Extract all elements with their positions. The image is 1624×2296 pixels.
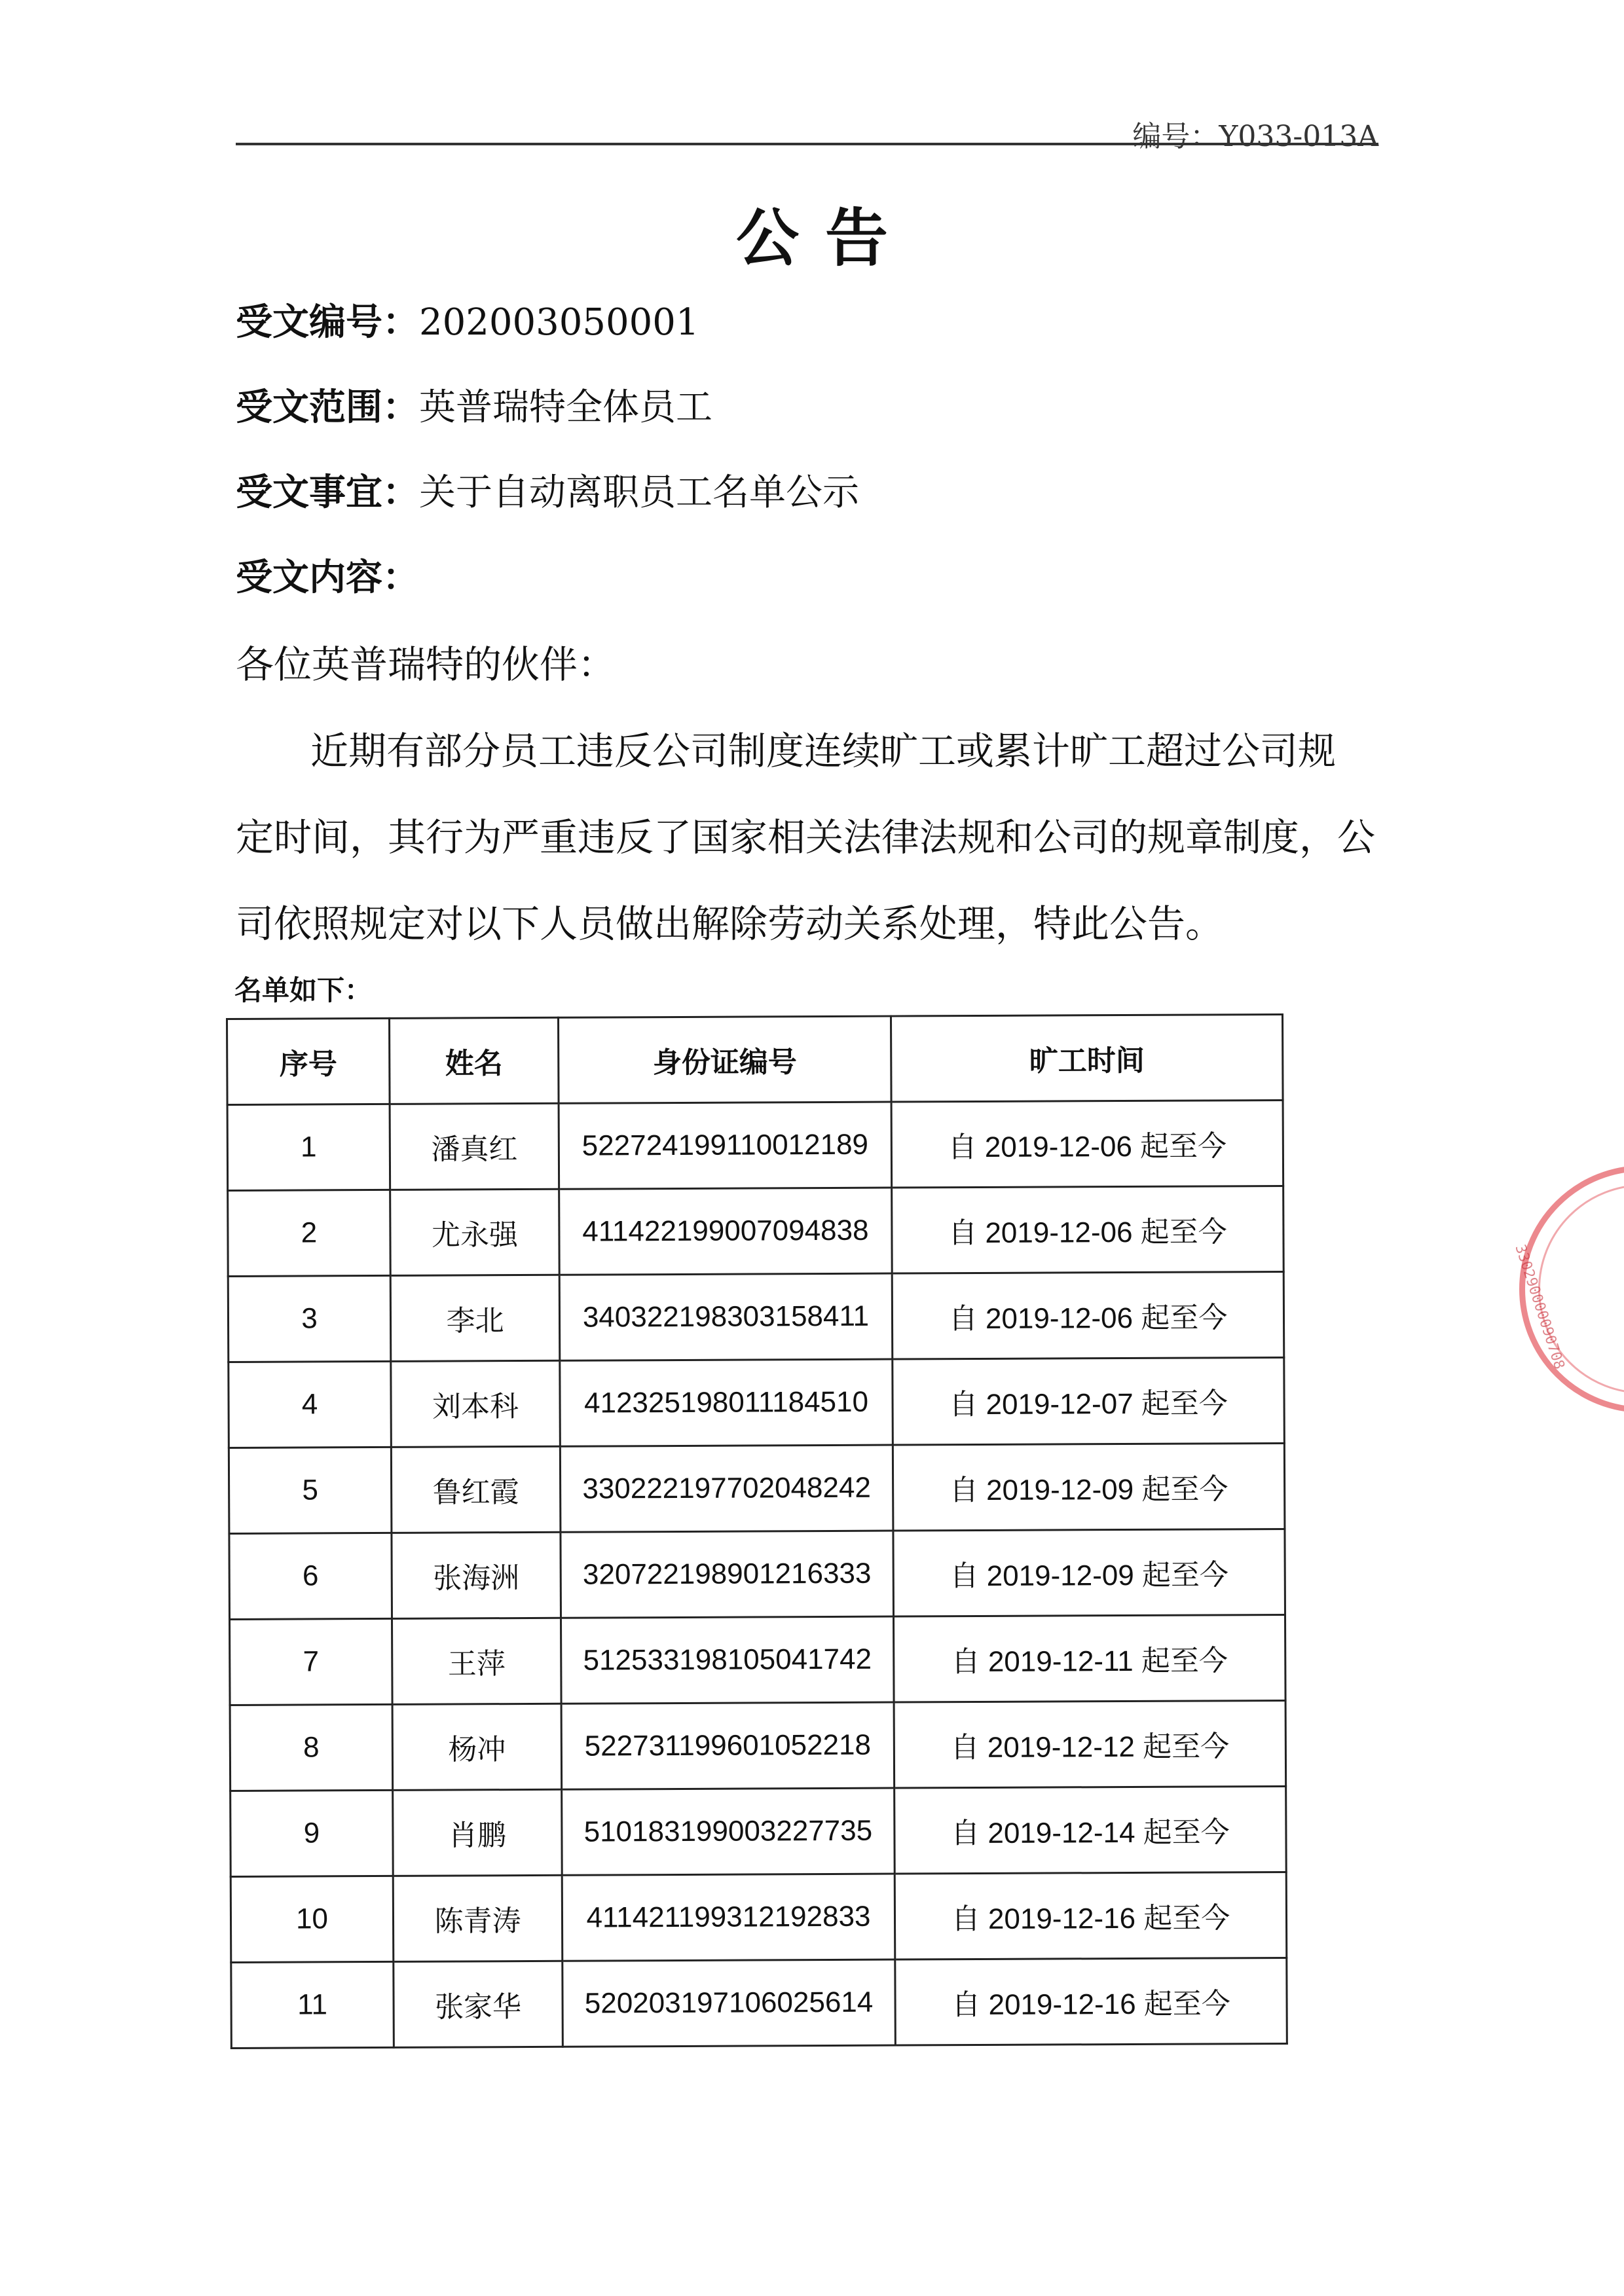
table-row [229,1529,1285,1619]
cell-absence-time: 自 2019-12-06 起至今 [892,1271,1284,1359]
cell-index: 7 [230,1618,393,1705]
cell-name: 肖鹏 [393,1789,563,1876]
header-name: 姓名 [390,1017,559,1104]
cell-id-number: 320722198901216333 [561,1531,894,1618]
cell-id-number: 512533198105041742 [561,1616,895,1704]
meta-label: 受文范围： [236,386,419,429]
cell-id-number: 411422199007094838 [559,1188,893,1275]
meta-doc-id [236,293,699,346]
cell-index: 3 [228,1275,391,1362]
meta-subject [236,464,859,516]
cell-index: 2 [228,1190,391,1276]
seal-code: 330290000090708 [1511,1243,1568,1372]
table-row [229,1443,1285,1533]
meta-value: 英普瑞特全体员工 [419,386,712,429]
cell-name: 潘真红 [390,1103,559,1190]
table-row [231,1872,1287,1962]
cell-id-number: 522731199601052218 [561,1702,895,1789]
meta-value: 关于自动离职员工名单公示 [419,471,859,514]
cell-name: 陈青涛 [393,1875,563,1961]
cell-absence-time: 自 2019-12-07 起至今 [893,1357,1285,1445]
cell-id-number: 412325198011184510 [560,1359,893,1446]
cell-absence-time: 自 2019-12-06 起至今 [891,1100,1283,1188]
cell-name: 杨冲 [392,1704,562,1790]
cell-name: 王萍 [392,1618,562,1704]
cell-absence-time: 自 2019-12-14 起至今 [895,1786,1287,1874]
cell-id-number: 520203197106025614 [563,1959,896,2047]
cell-id-number: 522724199110012189 [559,1102,892,1189]
body-line: 近期有部分员工违反公司制度连续旷工或累计旷工超过公司规 [310,729,1337,773]
header-absence-time: 旷工时间 [891,1014,1283,1102]
body-line: 司依照规定对以下人员做出解除劳动关系处理，特此公告。 [236,902,1224,946]
cell-absence-time: 自 2019-12-12 起至今 [894,1700,1286,1788]
cell-index: 4 [229,1361,392,1448]
cell-index: 5 [229,1447,392,1533]
body-line: 定时间，其行为严重违反了国家相关法律法规和公司的规章制度，公 [236,815,1376,860]
table-row [231,1958,1287,2048]
cell-absence-time: 自 2019-12-09 起至今 [893,1529,1285,1616]
cell-name: 尤永强 [390,1189,560,1275]
cell-name: 张海洲 [392,1532,561,1618]
header-id-number: 身份证编号 [559,1016,892,1103]
cell-absence-time: 自 2019-12-11 起至今 [893,1614,1285,1702]
table-row [227,1100,1283,1190]
cell-name: 鲁红霞 [391,1446,561,1533]
cell-name: 张家华 [394,1961,563,2047]
meta-label: 受文编号： [236,301,419,344]
cell-absence-time: 自 2019-12-09 起至今 [893,1443,1285,1531]
greeting: 各位英普瑞特的伙伴： [236,642,616,687]
employee-table [226,1013,1288,2049]
cell-index: 6 [229,1533,392,1619]
cell-name: 刘本科 [391,1360,561,1447]
table-row [229,1357,1285,1448]
cell-id-number: 411421199312192833 [562,1874,895,1961]
page-title: 公告 [736,202,914,275]
table-row [231,1786,1287,1876]
meta-label: 受文内容： [236,556,419,599]
cell-index: 1 [227,1104,390,1190]
header-index: 序号 [227,1018,390,1104]
cell-index: 8 [230,1704,393,1791]
table-row [228,1271,1284,1362]
cell-index: 11 [231,1961,394,2048]
meta-scope [236,378,712,431]
table-header-row [227,1014,1283,1104]
document-number: 编号：Y033-013A [1132,120,1378,153]
table-row [230,1614,1286,1705]
meta-label: 受文事宜： [236,471,419,514]
cell-id-number: 330222197702048242 [560,1445,893,1532]
cell-absence-time: 自 2019-12-16 起至今 [895,1958,1287,2045]
cell-index: 9 [231,1790,394,1876]
cell-index: 10 [231,1876,394,1962]
cell-id-number: 340322198303158411 [559,1273,893,1360]
cell-absence-time: 自 2019-12-06 起至今 [892,1186,1284,1273]
table-row [230,1700,1286,1791]
table-row [228,1186,1284,1276]
list-label: 名单如下： [234,974,373,1006]
header-divider [236,143,1378,145]
meta-value: 202003050001 [419,301,699,344]
meta-content [236,549,419,601]
cell-name: 李北 [390,1275,560,1361]
cell-id-number: 510183199003227735 [562,1788,895,1875]
cell-absence-time: 自 2019-12-16 起至今 [895,1872,1287,1959]
